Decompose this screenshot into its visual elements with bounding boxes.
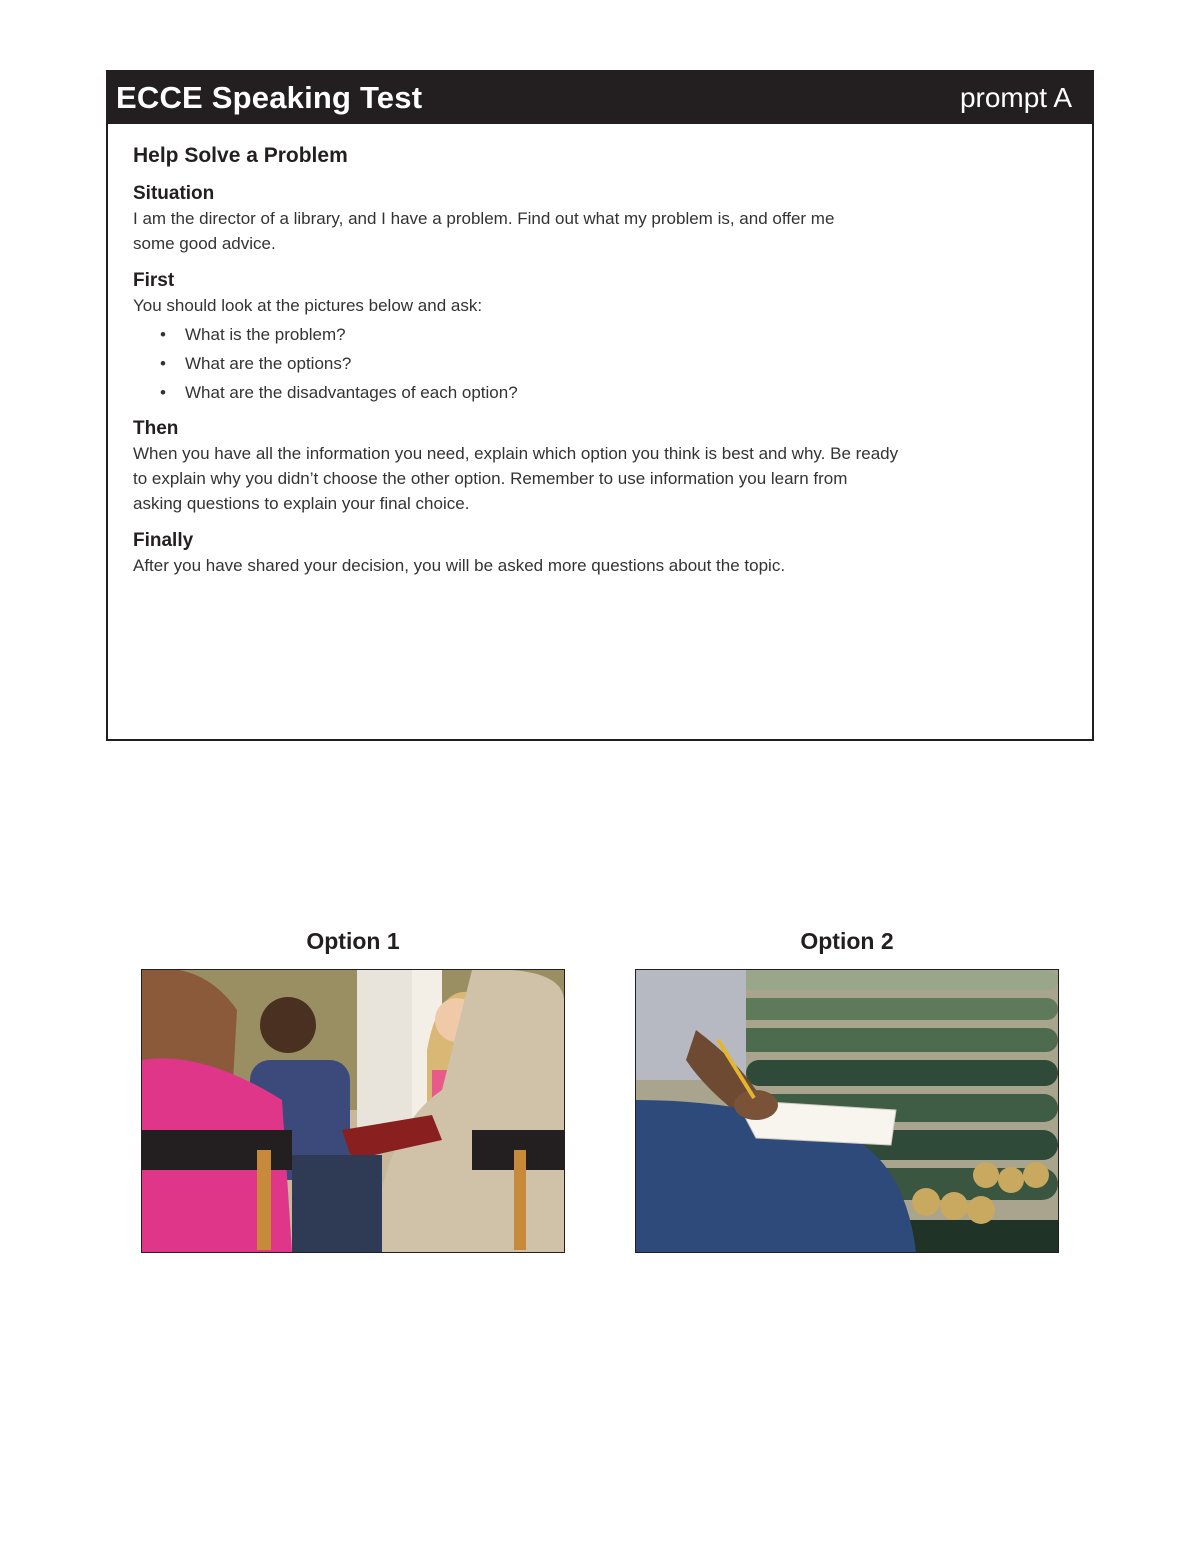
book-club-image	[142, 970, 564, 1252]
card-header	[108, 72, 1092, 124]
then-text	[133, 441, 1067, 516]
situation-heading: Situation	[133, 183, 215, 204]
question-list	[133, 320, 1067, 407]
then-heading: Then	[133, 418, 179, 439]
list-item: • What is the problem?	[133, 320, 1067, 349]
writing-notebook-image	[636, 970, 1058, 1252]
option-1-title: Option 1	[306, 928, 400, 954]
finally-text: After you have shared your decision, you will be asked more questions about the topic.	[133, 556, 786, 575]
first-heading: First	[133, 270, 175, 291]
card-body	[108, 124, 1092, 578]
test-title: ECCE Speaking Test	[116, 80, 423, 115]
prompt-card	[106, 70, 1094, 741]
then-line-2: to explain why you didn’t choose the other option. Remember to use information you learn from	[133, 469, 848, 488]
situation-line-1: I am the director of a library, and I have a problem. Find out what my problem is, and offer me	[133, 209, 835, 228]
situation-text	[133, 206, 1067, 256]
then-line-3: asking questions to explain your final choice.	[133, 494, 470, 513]
prompt-label: prompt A	[959, 82, 1072, 113]
list-item: • What are the options?	[133, 349, 1067, 378]
task-title: Help Solve a Problem	[133, 144, 348, 167]
first-intro: You should look at the pictures below and ask:	[133, 296, 483, 315]
situation-line-2: some good advice.	[133, 234, 276, 253]
option-2-photo	[635, 969, 1059, 1253]
finally-heading: Finally	[133, 530, 194, 551]
option-2-title: Option 2	[800, 928, 894, 954]
then-line-1: When you have all the information you need, explain which option you think is best and why. Be ready	[133, 444, 899, 463]
option-1-photo	[141, 969, 565, 1253]
list-item: • What are the disadvantages of each option?	[133, 378, 1067, 407]
